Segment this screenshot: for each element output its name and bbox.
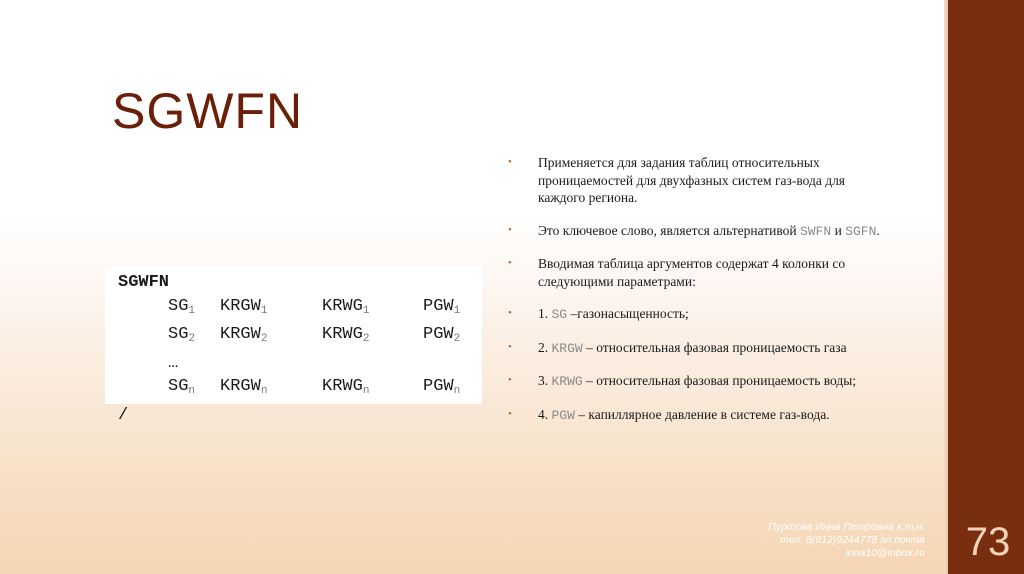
bullet-item: • 2. KRGW – относительная фазовая проницаемость газа (508, 339, 888, 358)
code-row-1: $SG_1$ $KRGW_1$ $KRWG_1$ $PGW_1$ (168, 296, 461, 317)
slide-title: SGWFN (112, 83, 304, 139)
bullet-item: • Это ключевое слово, является альтернативой SWFN и SGFN. (508, 222, 888, 241)
code-row-n: $SG_n$ $KRGW_n$ $KRWG_n$ $PGW_n$ (168, 377, 461, 397)
bullet-item: • 1. SG –газонасыщенность; (508, 305, 888, 324)
bullet-item: • Применяется для задания таблиц относительных проницаемостей для двухфазных систем газ-вода для каждого региона. (508, 154, 888, 207)
bullet-item: • 4. PGW – капиллярное давление в системе газ-вода. (508, 406, 888, 425)
code-ellipsis: … (168, 353, 179, 373)
footer-name: Пуртова Инна Петровна к.т.н. (768, 521, 925, 533)
footer-phone: тел. 8(912)9244778 эл.почта (780, 534, 925, 546)
bullet-item: • 3. KRWG – относительная фазовая проницаемость воды; (508, 372, 888, 391)
code-row-2: $SG_2$ $KRGW_2$ $KRWG_2$ $PGW_2$ (168, 325, 461, 345)
page-number: 73 (965, 520, 1011, 564)
code-terminator: / (118, 405, 129, 425)
author-footer (700, 521, 925, 560)
code-keyword: SGWFN (118, 273, 170, 292)
right-sidebar (948, 0, 1024, 574)
bullet-list (508, 154, 888, 439)
bullet-item: • Вводимая таблица аргументов содержат 4 колонки со следующими параметрами: (508, 255, 888, 290)
code-block (118, 271, 483, 427)
footer-email: inna10@inbox.ru (845, 547, 925, 559)
